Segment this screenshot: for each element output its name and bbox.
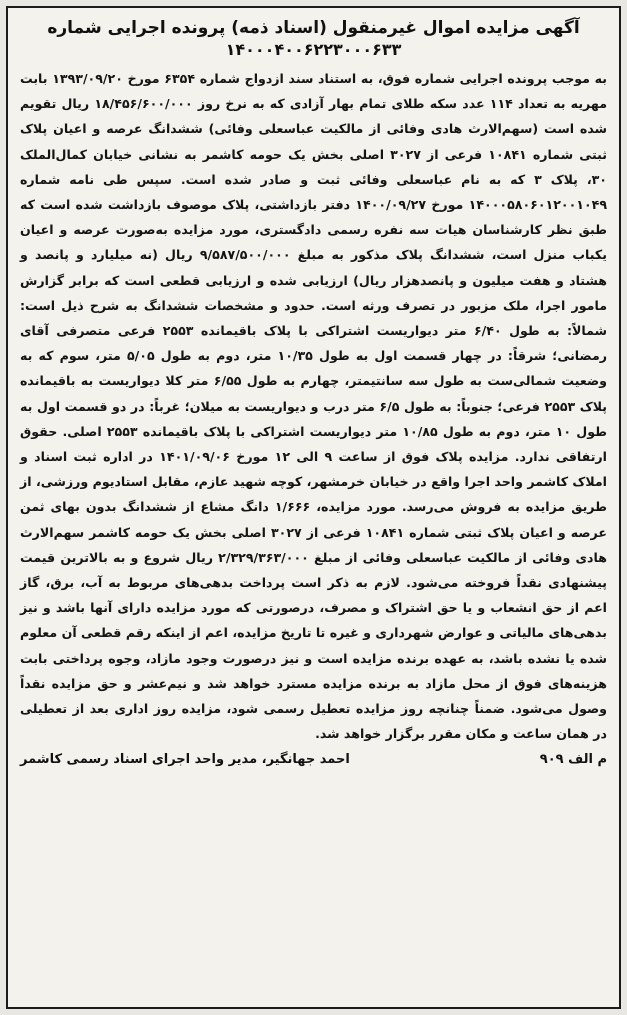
notice-title: آگهی مزایده اموال غیرمنقول (اسناد ذمه) پرونده اجرایی شماره [47,18,580,38]
notice-signature: احمد جهانگیر، مدیر واحد اجرای اسناد رسمی کاشمر [20,752,350,768]
notice-code: م الف ۹۰۹ [539,752,607,768]
notice-frame [6,6,621,1009]
notice-footer [20,748,607,772]
notice-body: به موجب پرونده اجرایی شماره فوق، به استناد سند ازدواج شماره ۶۳۵۴ مورخ ۱۳۹۳/۰۹/۲۰ بابت مهریه به تعداد ۱۱۴ عدد سکه طلای تمام بهار آزادی که به نرخ روز ۱۸/۴۵۶/۶۰۰/۰۰۰ ریال تقویم شده است (سهم‌الارث هادی وفائی از مالکیت عباسعلی وفائی) ششدانگ عرصه و اعیان پلاک ثبتی شماره ۱۰۸۴۱ فرعی از ۳۰۲۷ اصلی بخش یک حومه کاشمر به نشانی خیابان کمال‌الملک ۳۰، پلاک ۳ که به نام عباسعلی وفائی ثبت و صادر شده است. سپس طی نامه شماره ۱۴۰۰۰۵۸۰۶۰۱۲۰۰۱۰۴۹ مورخ ۱۴۰۰/۰۹/۲۷ دفتر بازداشتی، پلاک موصوف بازداشت شده است که طبق نظر کارشناسان هیات سه نفره رسمی دادگستری، مورد مزایده به‌صورت عرصه و اعیان یکباب منزل است، ششدانگ پلاک مذکور به مبلغ ۹/۵۸۷/۵۰۰/۰۰۰ ریال (نه میلیارد و پانصد و هشتاد و هفت میلیون و پانصدهزار ریال) ارزیابی شده و ارزیابی قطعی است که برابر گزارش مامور اجرا، ملک مزبور در تصرف ورثه است. حدود و مشخصات ششدانگ به شرح ذیل است: شمالاً: به طول ۶/۴۰ متر دیواریست اشتراکی با پلاک باقیمانده ۲۵۵۳ فرعی متصرفی آقای رمضانی؛ شرقاً: در چهار قسمت اول به طول ۱۰/۳۵ متر، دوم به طول ۵/۰۵ متر، سوم که به وضعیت شمالی‌ست به طول سه سانتیمتر، چهارم به طول ۶/۵۵ متر کلا دیواریست به باقیمانده پلاک ۲۵۵۳ فرعی؛ جنوباً: به طول ۶/۵ متر درب و دیواریست به میلان؛ غرباً: در دو قسمت اول به طول ۱۰ متر، دوم به طول ۱۰/۸۵ متر دیواریست اشتراکی با پلاک باقیمانده ۲۵۵۳ اصلی. حقوق ارتفاقی ندارد. مزایده پلاک فوق از ساعت ۹ الی ۱۲ مورخ ۱۴۰۱/۰۹/۰۶ در اداره ثبت اسناد و املاک کاشمر واحد اجرا واقع در خیابان خرمشهر، کوچه شهید عازم، مقابل استادیوم ورزشی، از طریق مزایده به فروش می‌رسد. مورد مزایده، ۱/۶۶۶ دانگ مشاع از ششدانگ بدون بهای ثمن عرصه و اعیان پلاک ثبتی شماره ۱۰۸۴۱ فرعی از ۳۰۲۷ اصلی بخش یک حومه کاشمر سهم‌الارث هادی وفائی از مالکیت عباسعلی وفائی از مبلغ ۲/۳۲۹/۳۶۳/۰۰۰ ریال شروع و به بالاترین قیمت پیشنهادی نقداً فروخته می‌شود. لازم به ذکر است پرداخت بدهی‌های مربوط به آب، برق، گاز اعم از حق انشعاب و یا حق اشتراک و مصرف، درصورتی که مورد مزایده دارای آنها باشد و نیز بدهی‌های مالیاتی و عوارض شهرداری و غیره تا تاریخ مزایده، اعم از اینکه رقم قطعی آن معلوم شده یا نشده باشد، به عهده برنده مزایده است و نیز درصورت وجود مازاد، وجوه پرداختی بابت هزینه‌های فوق از محل مازاد به برنده مزایده مسترد خواهد شد و نیم‌عشر و حق مزایده نقداً وصول می‌شود. ضمناً چنانچه روز مزایده تعطیل رسمی شود، مزایده روز اداری بعد از تعطیلی در همان ساعت و مکان مقرر برگزار خواهد شد. [20,71,607,742]
file-number: ۱۴۰۰۰۴۰۰۶۲۲۳۰۰۰۶۳۳ [225,40,402,59]
